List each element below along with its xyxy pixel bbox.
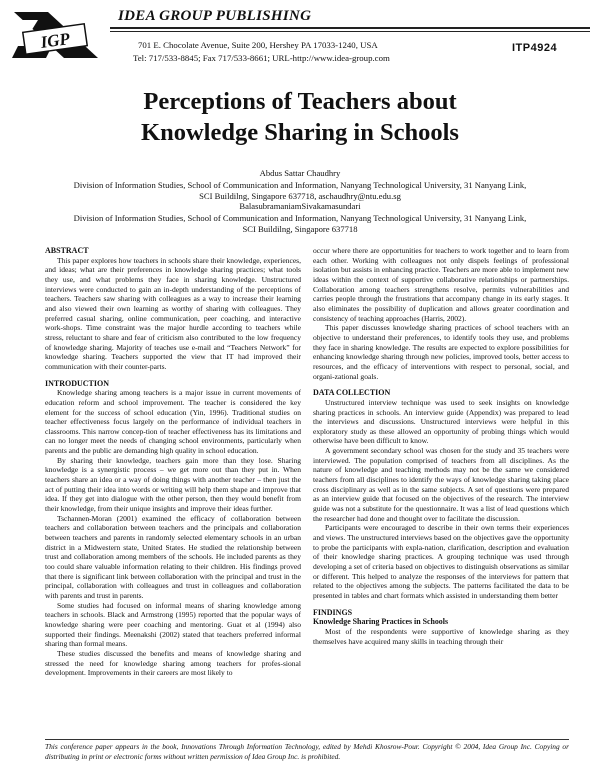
introduction-heading: INTRODUCTION — [45, 378, 110, 388]
author-name: Abdus Sattar Chaudhry — [259, 168, 341, 178]
paragraph: These studies discussed the benefits and means of knowledge sharing and stressed the need for knowledge sharing among teachers for profes-sional development. Improvements in their careers are most likely to — [45, 648, 301, 678]
publisher-logo — [8, 6, 103, 64]
copyright-footer: This conference paper appears in the book, Innovations Through Information Technology, edited by Mehdi Khosrow-Pour. Copyright © 2004, Idea Group Inc. Copying or distributing in print or electronic forms without written permission of Idea Group Inc. is prohibited. — [45, 742, 569, 761]
right-column — [313, 246, 569, 646]
findings-heading: FINDINGS — [313, 607, 353, 617]
paragraph: Unstructured interview technique was used to seek insights on knowledge sharing practices in schools. An interview guide (Appendix) was prepared to lead the interviews and discussions. Unstructured interviews were helpful in this exploratory study as these allowed an opportunity of probing things which would otherwise have been difficult to know. — [313, 397, 569, 446]
header-rule-thin — [110, 31, 590, 32]
publisher-address: 701 E. Chocolate Avenue, Suite 200, Hershey PA 17033-1240, USA — [138, 40, 378, 50]
abstract-text: This paper explores how teachers in schools share their knowledge, experiences, and ideas; what are their preferences in knowledge sharing practices; what tools they use, and what problems they face in sharing knowledge. Unstructured interviews were conducted to gain an in-depth understanding of the perceptions of teachers. Teachers saw sharing with colleagues as a way to increase their learning and also viewed their own learning as worthy of sharing with colleagues. They preferred casual sharing, online communication, peer coaching, and interactive work-shops. Time constraint was the major hurdle according to teachers while stress, reluctant to share and fear of criticism also contributed to the low frequency of knowledge sharing. Majority of teaches use e-mail and “Teachers Network” for knowledge sharing. Teachers supported the view that IT had improved their communication with their counter-parts. — [45, 255, 301, 371]
header-rule — [110, 27, 590, 29]
paragraph: This paper discusses knowledge sharing practices of school teachers with an objective to understand their preferences, to identify tools they use, and problems they face in sharing knowledge. The results are expected to explore possibilities for enhancing knowledge sharing through new policies, improved tools, better access to resources, and the efficacy of interventions with respect to personal, social, and organi-zational goals. — [313, 323, 569, 381]
findings-subheading: Knowledge Sharing Practices in Schools — [313, 617, 449, 627]
paragraph: occur where there are opportunities for teachers to work together and to learn from each other. Working with colleagues not only dispels feelings of professional isolation but assists in enhancing practice. Teachers are more able to implement new ideas within the context of supportive collaborative relationships or partnerships. Collaboration among teachers strengthens resolve, permits vulnerabilities and carries people through the frustrations that accompany change in its early stages. It also eliminates the possibility of duplication and allows greater coordination and consistency of teaching approaches (Harris, 2002). — [313, 246, 569, 323]
paragraph: Knowledge sharing among teachers is a major issue in current movements of education reform and school improvement. The teacher is considered the key element for the success of school education (Yin, 1996). Traditional studies on teacher effectiveness focus largely on the performance of individual teachers in classrooms. This narrow concep-tion of teacher effectiveness has its limitations and can no longer meet the needs of changing school environments, particularly when parents and the public are demanding high quality in school education. — [45, 388, 301, 456]
paragraph: Tschannen-Moran (2001) examined the efficacy of collaboration between teachers and collaboration between teachers and the principals and collaboration between teachers and parents in randomly selected elementary schools in an urban district in a Midwestern state, United States. He studied the relationship between trust and collaboration among members of the schools. He included parents as they too could share valuable information relating to their children. His findings proved that there is significant link between collaboration with the principal and trust in the principal, collaboration with colleagues and trust in colleagues and collaboration with parents and trust in parents. — [45, 513, 301, 600]
abstract-heading: ABSTRACT — [45, 246, 89, 255]
title-line-1: Perceptions of Teachers about — [143, 88, 457, 115]
author-block-1 — [0, 168, 600, 203]
author-address: SCI Buildilng, Singapore 637718, aschaudhry@ntu.edu.sg — [199, 191, 401, 201]
publisher-contact: Tel: 717/533-8845; Fax 717/533-8661; URL-http://www.idea-group.com — [133, 53, 390, 63]
logo-text: IGP — [39, 29, 72, 52]
data-collection-heading: DATA COLLECTION — [313, 388, 391, 398]
author-affiliation: Division of Information Studies, School of Communication and Information, Nanyang Technological University, 31 Nanyang Link, — [73, 212, 527, 223]
author-name: BalasubramaniamSivakamasundari — [239, 201, 361, 211]
author-affiliation: Division of Information Studies, School of Communication and Information, Nanyang Technological University, 31 Nanyang Link, — [73, 179, 527, 190]
publisher-name: IDEA GROUP PUBLISHING — [118, 8, 312, 24]
paragraph: A government secondary school was chosen for the study and 35 teachers were interviewed. The population comprised of teachers from all disciplines. As the nature of knowledge and teaching methods may not be the same we considered teachers from all disciplines to identify the ways of knowledge sharing taking place cross disciplinary as well as in the same subjects. A set of questions were prepared as an interview guide that focused on the objectives of the research. The interview guide was not a substitute for the questionnaire. It was a list of lead questions which the researcher had done and thought over to facilitate the discussion. — [313, 446, 569, 523]
paper-title — [0, 86, 600, 148]
title-line-2: Knowledge Sharing in Schools — [141, 119, 459, 146]
paragraph: Some studies had focused on informal means of sharing knowledge among teachers in schools. Black and Armstrong (1995) reported that the popular ways of knowledge sharing were peer coaching and mentoring. Guat et al (1994) also supported their findings. Meenakshi (2002) stated that teachers preferred informal sharing than formal means. — [45, 600, 301, 649]
author-block-2 — [0, 201, 600, 236]
paragraph: Participants were encouraged to describe in their own terms their experiences and views. The unstructured interviews based on the objectives gave the opportunity to probe the participants with expla-nation, clarification, description and evaluation of their knowledge sharing practices. A grouping technique was used through developing a set of criteria based on objectives to distinguish observations as similar or different. This helped to analyze the responses of the interviews for pattern that related to the objectives among the subjects. The patterns facilitated the data to be presented in tables and chart formats which assisted in understanding them better — [313, 523, 569, 600]
paragraph: By sharing their knowledge, teachers gain more than they lose. Sharing knowledge is a synergistic process – we get more out than they put in. When teachers share an idea or a way of doing things with another teacher – then just the act of putting their idea into words or writing will help them shape and improve that idea. If they get into dialogue with the other person, then they would benefit from their knowledge, from their unique insights and improve their ideas further. — [45, 455, 301, 514]
left-column — [45, 246, 301, 678]
footer-rule — [45, 739, 569, 740]
author-address: SCI Buildilng, Singapore 637718 — [242, 224, 358, 234]
paper-code: ITP4924 — [512, 42, 558, 54]
paragraph: Most of the respondents were supportive of knowledge sharing as they themselves have acquired many skills in teaching through their — [313, 626, 569, 646]
